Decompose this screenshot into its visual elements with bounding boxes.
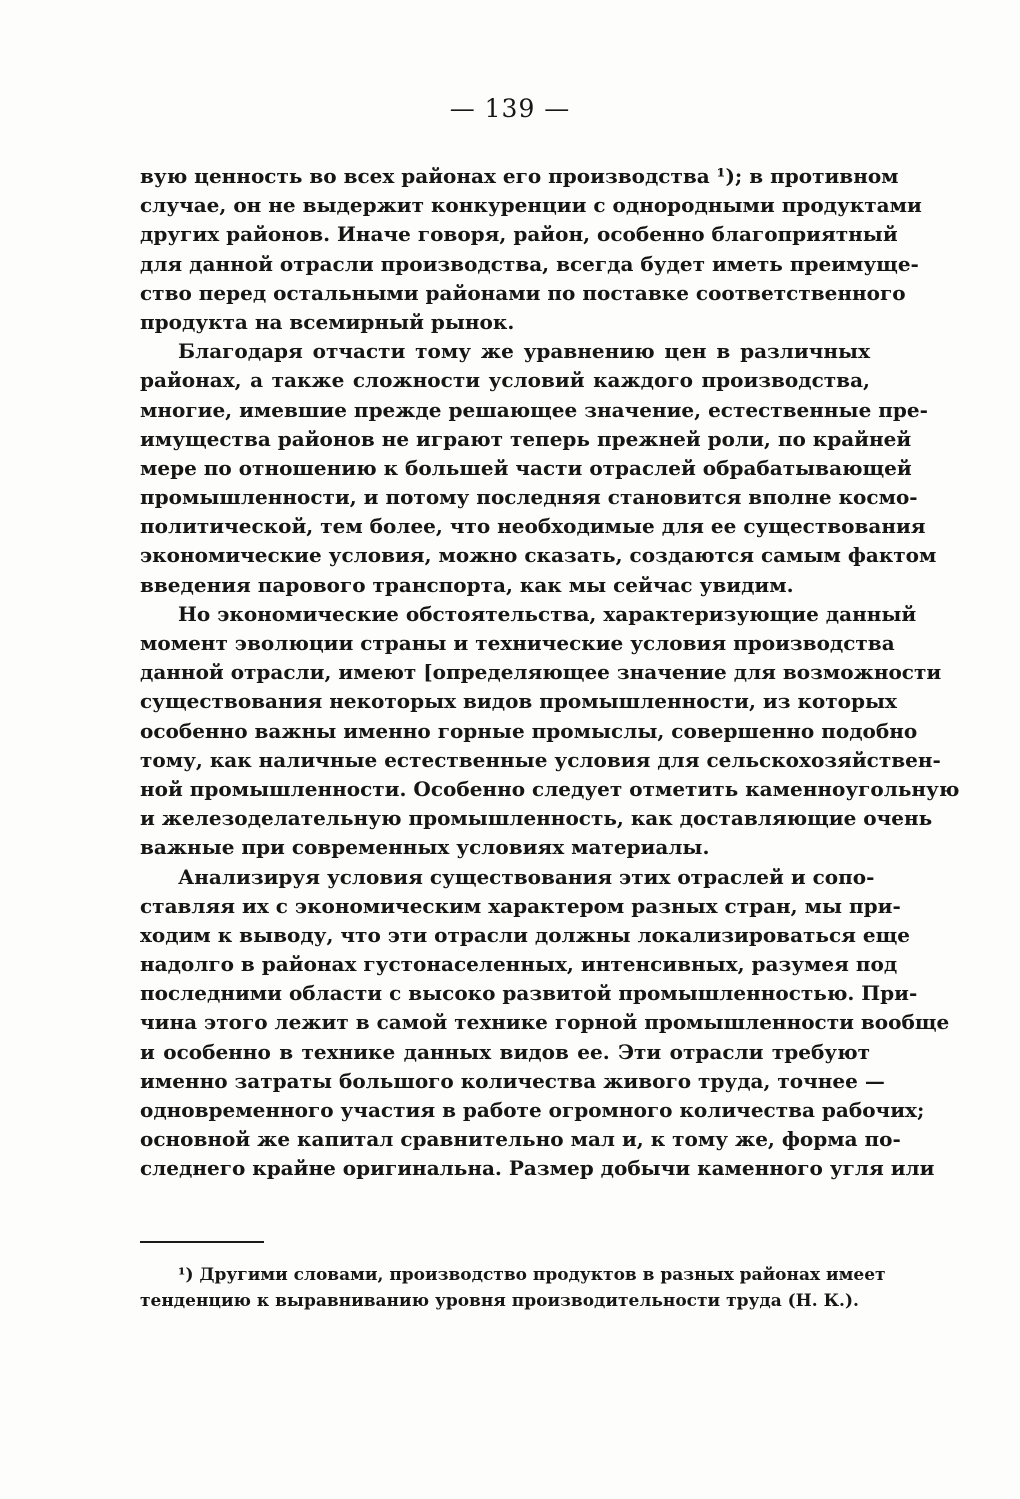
text-line: продукта на всемирный рынок. — [140, 309, 515, 334]
text-line: промышленности, и потому последняя становится вполне космо- — [140, 485, 918, 510]
text-line: и железоделательную промышленность, как доставляющие очень — [140, 806, 933, 831]
text-line: чина этого лежит в самой технике горной промышленности вообще — [140, 1010, 950, 1035]
text-line: ходим к выводу, что эти отрасли должны локализироваться еще — [140, 922, 911, 947]
footnote-line: ¹) Другими словами, производство продуктов в разных районах имеет — [178, 1265, 886, 1285]
text-line: районах, а также сложности условий каждого производства, — [140, 368, 870, 393]
text-line: особенно важны именно горные промыслы, совершенно подобно — [140, 718, 918, 743]
text-line: основной же капитал сравнительно мал и, к тому же, форма по- — [140, 1127, 901, 1152]
text-line: других районов. Иначе говоря, район, особенно благоприятный — [140, 222, 898, 247]
text-line: Благодаря отчасти тому же уравнению цен в различных — [178, 339, 870, 364]
text-line: случае, он не выдержит конкуренции с однородными продуктами — [140, 193, 922, 218]
text-line: вую ценность во всех районах его производства ¹); в противном — [140, 164, 899, 188]
text-line: существования некоторых видов промышленности, из которых — [140, 689, 897, 714]
text-line: ставляя их с экономическим характером разных стран, мы при- — [140, 893, 901, 918]
text-line: данной отрасли, имеют [определяющее значение для возможности — [140, 660, 942, 685]
body-text — [140, 162, 960, 1184]
text-line: политической, тем более, что необходимые для ее существования — [140, 514, 926, 539]
text-line: ство перед остальными районами по поставке соответственного — [140, 280, 906, 305]
footnotes — [140, 1262, 886, 1314]
text-line: ной промышленности. Особенно следует отметить каменноугольную — [140, 776, 960, 801]
text-line: для данной отрасли производства, всегда будет иметь преимуще- — [140, 251, 919, 276]
page-number: — 139 — — [449, 94, 571, 123]
text-line: важные при современных условиях материалы. — [140, 835, 710, 860]
footnote-divider — [140, 1241, 264, 1243]
text-line: имущества районов не играют теперь прежней роли, по крайней — [140, 426, 912, 451]
text-line: многие, имевшие прежде решающее значение, естественные пре- — [140, 397, 928, 422]
text-line: одновременного участия в работе огромного количества рабочих; — [140, 1098, 925, 1122]
text-line: введения парового транспорта, как мы сейчас увидим. — [140, 572, 794, 597]
text-line: мере по отношению к большей части отраслей обрабатывающей — [140, 455, 912, 480]
text-line: последними области с высоко развитой промышленностью. При- — [140, 981, 918, 1006]
footnote-line: тенденцию к выравниванию уровня производительности труда (Н. К.). — [140, 1291, 859, 1311]
text-line: именно затраты большого количества живого труда, точнее — — [140, 1068, 885, 1093]
text-line: момент эволюции страны и технические условия производства — [140, 631, 895, 655]
text-line: надолго в районах густонаселенных, интенсивных, разумея под — [140, 952, 898, 977]
text-line: следнего крайне оригинальна. Размер добычи каменного угля или — [140, 1156, 935, 1181]
text-line: тому, как наличные естественные условия для сельскохозяйствен- — [140, 747, 941, 772]
text-line: экономические условия, можно сказать, создаются самым фактом — [140, 543, 937, 568]
text-line: Но экономические обстоятельства, характеризующие данный — [178, 601, 917, 626]
text-line: и особенно в технике данных видов ее. Эти отрасли требуют — [140, 1039, 870, 1064]
text-line: Анализируя условия существования этих отраслей и сопо- — [178, 864, 875, 889]
